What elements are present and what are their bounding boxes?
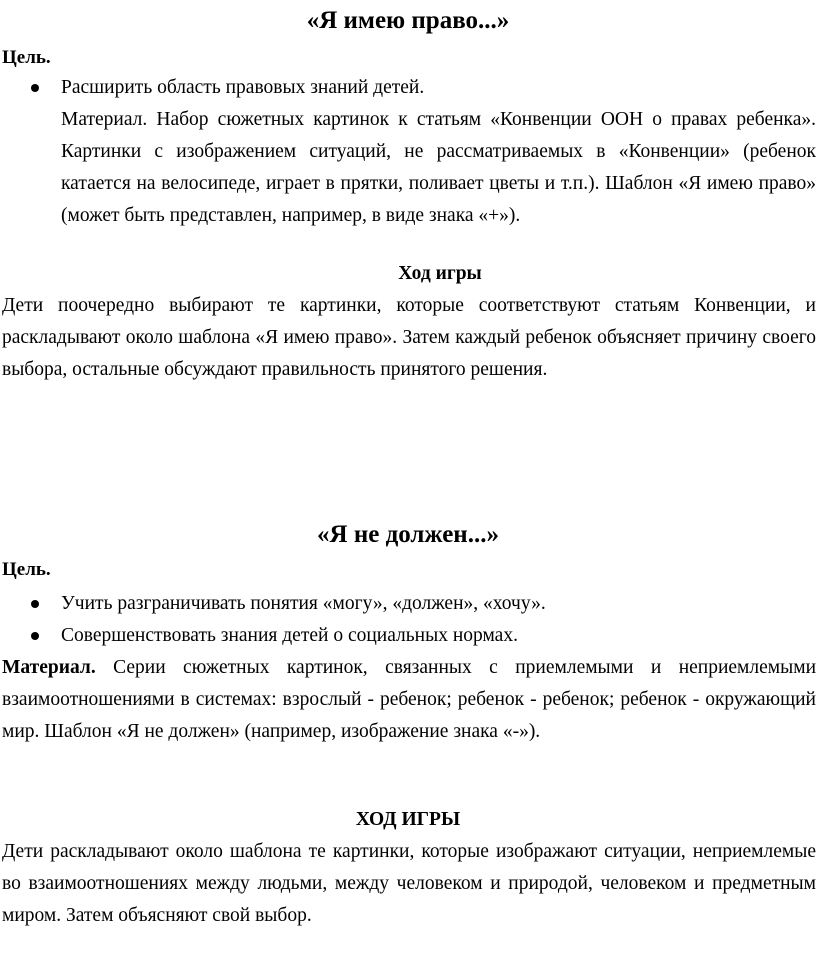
section1-goal-label: Цель.	[2, 47, 51, 68]
section1-bullet-text: Расширить область правовых знаний детей.	[61, 77, 425, 98]
bullet-dot-icon	[31, 600, 39, 608]
section2-title: «Я не должен...»	[317, 521, 499, 548]
section2-bullet-text-2: Совершенствовать знания детей о социальных нормах.	[61, 625, 518, 646]
section2-goal-label: Цель.	[2, 559, 51, 580]
section2-material-label: Материал.	[2, 657, 96, 678]
section1-game-heading: Ход игры	[398, 263, 482, 284]
section1-game-text: Дети поочередно выбирают те картинки, которые соответствуют статьям Конвенции, и раскладывают около шаблона «Я имею право». Затем каждый ребенок объясняет причину своего выбора, остальные обсуждают правильность принятого решения.	[2, 295, 816, 380]
bullet-dot-icon	[31, 84, 39, 92]
section1-material: Материал. Набор сюжетных картинок к статьям «Конвенции ООН о правах ребенка». Картинки с изображением ситуаций, не рассматриваемых в «Конвенции» (ребенок катается на велосипеде, играет в прятки, поливает цветы и т.п.). Шаблон «Я имею право» (может быть представлен, например, в виде знака «+»).	[61, 109, 816, 226]
section2-game-text: Дети раскладывают около шаблона те картинки, которые изображают ситуации, неприемлемые во взаимоотношениях между людьми, между человеком и природой, человеком и предметным миром. Затем объясняют свой выбор.	[2, 841, 816, 926]
bullet-dot-icon	[31, 632, 39, 640]
section2-material	[2, 652, 816, 748]
section1-title: «Я имею право...»	[306, 7, 510, 34]
section2-material-text: Серии сюжетных картинок, связанных с приемлемыми и неприемлемыми взаимоотношениями в системах: взрослый - ребенок; ребенок - ребенок; ребенок - окружающий мир. Шаблон «Я не должен» (например, изображение знака «-»).	[2, 657, 816, 742]
section2-bullet-text-1: Учить разграничивать понятия «могу», «должен», «хочу».	[61, 593, 546, 614]
section2-game-heading: ХОД ИГРЫ	[355, 809, 461, 830]
